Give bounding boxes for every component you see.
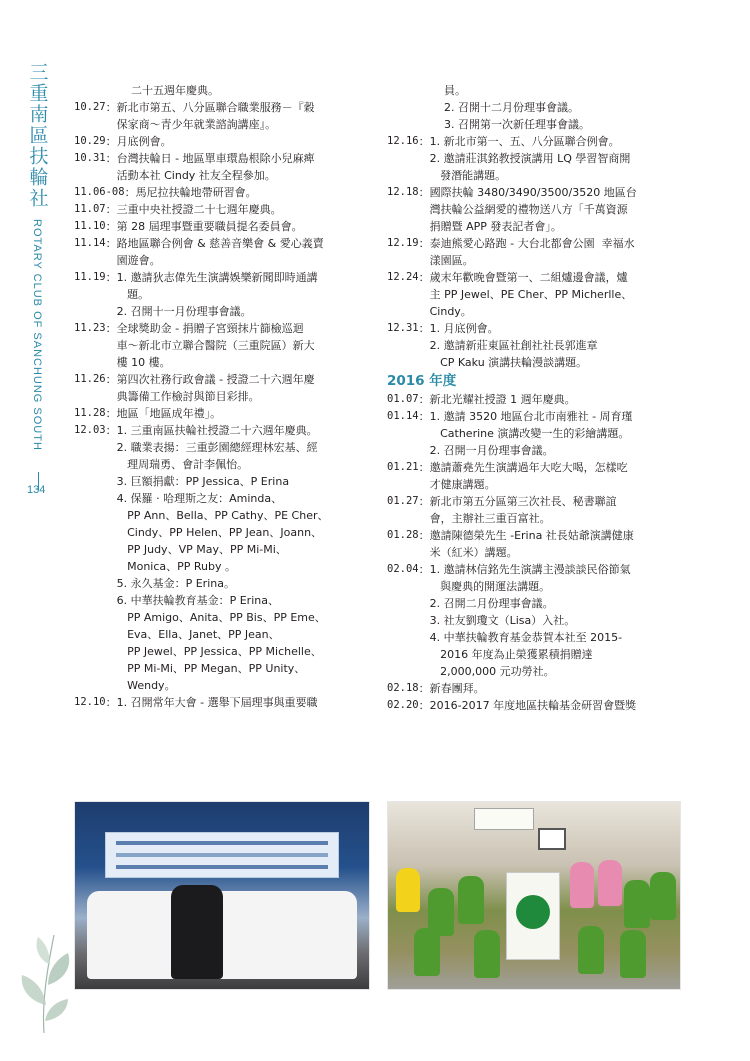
rotary-wheel-icon [516, 895, 550, 929]
calendar-entry [74, 184, 370, 201]
entry-date: 02.18 [387, 682, 419, 694]
entry-line: 第 28 屆理事暨重要職員提名委員會。 [116, 220, 303, 233]
entry-text [430, 408, 687, 459]
entry-date: 12.31 [387, 322, 419, 334]
club-name-cn: 三重南區扶輪社 [26, 62, 49, 209]
calendar-entry [387, 493, 687, 527]
calendar-entry [74, 82, 370, 99]
entry-line: 2. 召開一月份理事會議。 [429, 444, 554, 457]
volunteer [578, 926, 604, 974]
entry-line: 米（紅米）講題。 [429, 546, 518, 559]
entry-text [117, 694, 370, 711]
entry-line: Cindy、PP Helen、PP Jean、Joann、 [116, 526, 323, 539]
entry-text [430, 527, 687, 561]
entry-date: 02.04 [387, 563, 419, 575]
entry-separator: ： [105, 271, 117, 284]
entry-separator: ： [418, 529, 430, 542]
entry-text [117, 405, 370, 422]
entry-date: 12.10 [74, 696, 106, 708]
entry-line: 理周瑞勇、會計李佩怡。 [116, 458, 249, 471]
calendar-entry [74, 405, 370, 422]
entry-line: 6. 中華扶輪教育基金：P Erina、 [116, 594, 279, 607]
entry-separator: ： [124, 186, 136, 199]
entry-date: 11.26 [74, 373, 106, 385]
entry-separator: ： [105, 152, 117, 165]
volunteer [396, 868, 420, 912]
entry-separator: ： [418, 271, 430, 284]
club-banner-flag [506, 872, 560, 960]
entry-date: 11.06-08 [74, 186, 125, 198]
entry-separator: ： [105, 373, 117, 386]
entry-line: 保家商～青少年就業諮詢講座』。 [116, 118, 277, 131]
entry-line: 1. 月底例會。 [429, 322, 499, 335]
entry-line: 樓 10 樓。 [116, 356, 171, 369]
entry-text [117, 201, 370, 218]
entry-text [117, 133, 370, 150]
entry-line: 才健康講題。 [429, 478, 496, 491]
entry-text [117, 150, 370, 184]
volunteer [598, 860, 622, 906]
year-heading: 2016 年度 [387, 373, 457, 389]
entry-line: 1. 召開常年大會 - 選舉下屆理事與重要職 [116, 696, 318, 709]
entry-line: 4. 保羅 ‧ 哈理斯之友：Aminda、 [116, 492, 283, 505]
entry-line: 與慶典的開運法講題。 [429, 580, 551, 593]
entry-date: 01.28 [387, 529, 419, 541]
entry-line: 月底例會。 [116, 135, 172, 148]
entry-line: 新春團拜。 [429, 682, 485, 695]
calendar-entry [74, 133, 370, 150]
entry-date: 10.31 [74, 152, 106, 164]
entry-line: 歲末年歡晚會暨第一、二組爐邊會議，爐 [429, 271, 628, 284]
left-column [74, 82, 370, 711]
calendar-entry [387, 133, 687, 184]
entry-line: 1. 新北市第一、五、八分區聯合例會。 [429, 135, 620, 148]
entry-text [430, 697, 687, 714]
entry-date: 12.24 [387, 271, 419, 283]
photo-anniversary-group [74, 801, 370, 990]
entry-line: PP Amigo、Anita、PP Bis、PP Eme、 [116, 611, 326, 624]
entry-text [444, 99, 687, 116]
entry-line: 主 PP Jewel、PE Cher、PP Micherlle、 [429, 288, 633, 301]
entry-line: 1. 三重南區扶輪社授證二十六週年慶典。 [116, 424, 318, 437]
volunteer [570, 862, 594, 908]
entry-line: 邀請陳德榮先生 -Erina 社長姑爺演講健康 [429, 529, 634, 542]
banner-line [116, 853, 328, 857]
entry-date: 11.23 [74, 322, 106, 334]
entry-date: 01.14 [387, 410, 419, 422]
photo-volunteers-group [387, 801, 681, 990]
entry-date: 11.14 [74, 237, 106, 249]
entry-line: 漾園區。 [429, 254, 474, 267]
entry-line: 員。 [444, 84, 466, 97]
entry-separator: ： [105, 407, 117, 420]
volunteer [474, 930, 500, 978]
entry-separator: ： [418, 563, 430, 576]
calendar-entry [74, 235, 370, 269]
entry-text [131, 82, 370, 99]
entry-text [117, 218, 370, 235]
entry-date: 12.19 [387, 237, 419, 249]
entry-text [117, 269, 370, 320]
entries-2015 [387, 82, 687, 371]
entry-line: 1. 邀請狄志偉先生演講娛樂新聞即時通講 [116, 271, 318, 284]
entry-text [430, 493, 687, 527]
entry-line: 國際扶輪 3480/3490/3500/3520 地區台 [429, 186, 637, 199]
calendar-entry [74, 422, 370, 694]
entry-line: 2. 職業表揚：三重彭園總經理林宏基、經 [116, 441, 318, 454]
entry-text [117, 422, 370, 694]
entry-text [430, 269, 687, 320]
entry-line: Catherine 演講改變一生的彩繪講題。 [429, 427, 630, 440]
entry-separator: ： [418, 322, 430, 335]
entry-separator: ： [105, 203, 117, 216]
entry-line: 第四次社務行政會議 - 授證二十六週年慶 [116, 373, 315, 386]
volunteer [414, 928, 440, 976]
entry-line: 馬尼拉扶輪地帶研習會。 [135, 186, 257, 199]
entry-text [430, 561, 687, 680]
calendar-entry [387, 320, 687, 371]
calendar-entry [74, 371, 370, 405]
calendar-entry [387, 408, 687, 459]
entry-text [430, 184, 687, 235]
entry-separator: ： [418, 393, 430, 406]
entry-line: 新北市第五、八分區聯合職業服務－『穀 [116, 101, 315, 114]
entry-separator: ： [105, 424, 117, 437]
entry-text [117, 320, 370, 371]
entry-text [444, 116, 687, 133]
entry-date: 11.10 [74, 220, 106, 232]
entry-separator: ： [105, 322, 117, 335]
entry-text [444, 82, 687, 99]
entry-text [430, 459, 687, 493]
entry-line: 3. 巨額捐獻：PP Jessica、P Erina [116, 475, 290, 488]
calendar-entry [74, 150, 370, 184]
entry-line: 車～新北市立聯合醫院（三重院區）新大 [116, 339, 315, 352]
entry-date: 12.03 [74, 424, 106, 436]
basketball-hoop [538, 828, 566, 850]
entry-text [117, 235, 370, 269]
calendar-entry [387, 82, 687, 99]
entry-separator: ： [105, 237, 117, 250]
calendar-entry [74, 694, 370, 711]
entry-date: 10.27 [74, 101, 106, 113]
entry-date: 11.19 [74, 271, 106, 283]
entry-line: 典籌備工作檢討與節目彩排。 [116, 390, 260, 403]
entry-line: 會，主辦社三重百富社。 [429, 512, 551, 525]
entry-line: 3. 召開第一次新任理事會議。 [444, 118, 590, 131]
entry-line: 泰迪熊愛心路跑 - 大台北都會公園 幸福水 [429, 237, 635, 250]
entry-line: 邀請蕭堯先生演講過年大吃大喝，怎樣吃 [429, 461, 628, 474]
entry-line: 二十五週年慶典。 [131, 84, 219, 97]
entry-text [117, 371, 370, 405]
entry-date: 10.29 [74, 135, 106, 147]
guests-in-suits [171, 885, 223, 979]
entry-line: 5. 永久基金：P Erina。 [116, 577, 235, 590]
entry-date: 11.07 [74, 203, 106, 215]
entry-line: 2. 邀請新莊東區社創社社長郭進章 [429, 339, 598, 352]
club-name-en: ROTARY CLUB OF SANCHUNG SOUTH [31, 219, 43, 451]
calendar-entry [74, 201, 370, 218]
calendar-entry [74, 320, 370, 371]
calendar-entry [387, 680, 687, 697]
entry-line: 題。 [116, 288, 150, 301]
entry-separator: ： [105, 101, 117, 114]
entry-line: Monica、PP Ruby 。 [116, 560, 237, 573]
entry-text [430, 391, 687, 408]
entry-text [430, 680, 687, 697]
calendar-entry [74, 269, 370, 320]
entry-line: 新北市第五分區第三次社長、秘書聯誼 [429, 495, 617, 508]
entry-line: Eva、Ella、Janet、PP Jean、 [116, 628, 280, 641]
entry-line: 全球獎助金 - 捐贈子宮頸抹片篩檢巡迴 [116, 322, 304, 335]
right-column [387, 82, 687, 714]
entry-line: 2,000,000 元功勞社。 [429, 665, 555, 678]
sidebar-title [24, 62, 50, 451]
entry-separator: ： [105, 220, 117, 233]
orphanage-sign [474, 808, 534, 830]
entry-separator: ： [105, 696, 117, 709]
entry-date: 01.27 [387, 495, 419, 507]
entry-line: PP Jewel、PP Jessica、PP Michelle、 [116, 645, 322, 658]
entry-separator: ： [418, 186, 430, 199]
entry-line: PP Ann、Bella、PP Cathy、PE Cher、 [116, 509, 329, 522]
entry-line: 2. 召開十一月份理事會議。 [116, 305, 252, 318]
entry-line: 園遊會。 [116, 254, 161, 267]
entry-separator: ： [418, 461, 430, 474]
entry-separator: ： [418, 699, 430, 712]
banner-line [116, 841, 328, 845]
entry-date: 12.16 [387, 135, 419, 147]
entry-separator: ： [105, 135, 117, 148]
leaf-decoration [14, 925, 74, 1035]
entries-2016 [387, 391, 687, 714]
entry-line: 2. 召開十二月份理事會議。 [444, 101, 579, 114]
entry-text [117, 99, 370, 133]
volunteer [458, 876, 484, 924]
entry-line: 2016-2017 年度地區扶輪基金研習會暨獎 [429, 699, 637, 712]
entry-text [430, 235, 687, 269]
calendar-entry [387, 459, 687, 493]
entry-line: 捐贈暨 APP 發表記者會」。 [429, 220, 562, 233]
entry-date: 12.18 [387, 186, 419, 198]
calendar-entry [387, 697, 687, 714]
entry-date: 11.28 [74, 407, 106, 419]
entry-line: 三重中央社授證二十七週年慶典。 [116, 203, 282, 216]
entry-line: 1. 邀請林信銘先生演講主漫談談民俗節氣 [429, 563, 631, 576]
entry-line: 3. 社友劉瓊文（Lisa）入社。 [429, 614, 576, 627]
entry-line: 地區「地區成年禮」。 [116, 407, 222, 420]
entry-line: 4. 中華扶輪教育基金恭賀本社至 2015- [429, 631, 623, 644]
calendar-entry [387, 391, 687, 408]
entry-line: CP Kaku 演講扶輪漫談講題。 [429, 356, 588, 369]
calendar-entry [74, 218, 370, 235]
entry-separator: ： [418, 495, 430, 508]
entry-separator: ： [418, 237, 430, 250]
entry-separator: ： [418, 410, 430, 423]
page-number: 134 [27, 484, 46, 496]
volunteer [650, 872, 676, 920]
entry-line: 台灣扶輪日 - 地區單車環島根除小兒麻痺 [116, 152, 315, 165]
calendar-entry [387, 99, 687, 116]
calendar-entry [387, 527, 687, 561]
entry-date: 01.21 [387, 461, 419, 473]
entry-separator: ： [418, 682, 430, 695]
entry-line: 路地區聯合例會 & 慈善音樂會 & 愛心義賣 [116, 237, 324, 250]
entry-line: 1. 邀請 3520 地區台北市南雅社 - 周育瑾 [429, 410, 633, 423]
event-banner [105, 832, 339, 878]
entry-line: 2016 年度為止榮獲累積捐贈達 [429, 648, 593, 661]
calendar-entry [387, 235, 687, 269]
volunteer [620, 930, 646, 978]
entry-line: 2. 邀請莊淇銘教授演講用 LQ 學習智商開 [429, 152, 631, 165]
entry-date: 01.07 [387, 393, 419, 405]
entry-line: PP Mi-Mi、PP Megan、PP Unity、 [116, 662, 306, 675]
entry-line: 2. 召開二月份理事會議。 [429, 597, 554, 610]
entry-text [430, 133, 687, 184]
calendar-entry [74, 99, 370, 133]
calendar-entry [387, 269, 687, 320]
entry-line: 發潛能講題。 [429, 169, 507, 182]
entry-date: 02.20 [387, 699, 419, 711]
entry-line: 活動本社 Cindy 社友全程參加。 [116, 169, 276, 182]
entry-separator: ： [418, 135, 430, 148]
entry-line: PP Judy、VP May、PP Mi-Mi、 [116, 543, 287, 556]
entry-text [136, 184, 370, 201]
entry-line: 灣扶輪公益網愛的禮物送八方「千萬資源 [429, 203, 628, 216]
entry-line: 新北光耀社授證 1 週年慶典。 [429, 393, 576, 406]
calendar-entry [387, 561, 687, 680]
calendar-entry [387, 116, 687, 133]
entry-text [430, 320, 687, 371]
entry-line: Cindy。 [429, 305, 472, 318]
calendar-entry [387, 184, 687, 235]
volunteer [624, 880, 650, 928]
banner-line [116, 865, 328, 869]
entry-line: Wendy。 [116, 679, 176, 692]
